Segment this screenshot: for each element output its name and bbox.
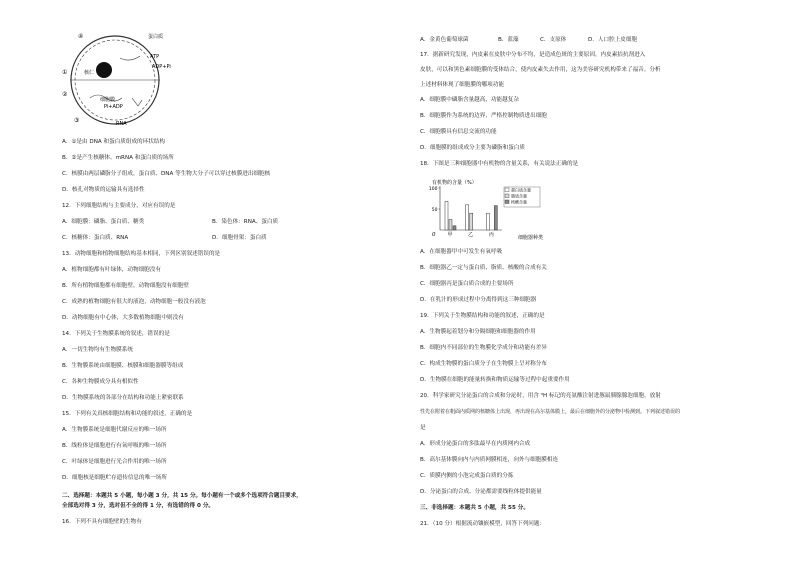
q14-option-a: A．一切生物均有生物膜系统 <box>62 347 133 353</box>
q14-option-b: B．生物膜系统由细胞膜、核膜和细胞器膜等组成 <box>62 363 184 369</box>
cell-nucleus-diagram <box>60 28 180 128</box>
chart-bar <box>449 220 452 231</box>
chart-legend-swatch <box>505 200 509 204</box>
q16-option-b: B．蓝藻 <box>498 37 519 43</box>
label-n4: ④ <box>78 33 84 40</box>
chart-bar <box>466 205 469 230</box>
q18-stem: 18．下图是三种细胞器中有机物的含量关系，有关说法正确的是 <box>420 161 579 167</box>
q20-option-d: D．分泌蛋白的合成、分泌都需要线粒体提供能量 <box>420 489 542 495</box>
q21-stem: 21．（10 分）根据流动镶嵌模型，回答下列问题： <box>420 521 546 527</box>
chart-origin-label: 0 <box>432 232 436 238</box>
chart-title: 有机物的含量（%） <box>432 180 477 186</box>
q16-option-c: C．支原体 <box>540 37 567 43</box>
chart-category-label: 乙 <box>468 232 474 238</box>
q20-option-c: C．质膜内侧的小泡完成蛋白质的分拣 <box>420 473 514 479</box>
chart-bar <box>453 226 456 230</box>
q15-option-d: D．细胞核是细胞贮存遗传信息的唯一场所 <box>62 475 167 481</box>
q20-stem-line1: 20．科学家研究分泌蛋白的合成和分泌时，用含 ³H 标记的亮氨酸注射进豚鼠胰腺腺泡细胞，放射 <box>420 393 661 399</box>
q11-option-a: A．①是由 DNA 和蛋白质组成的环状结构 <box>62 139 166 145</box>
q18-option-d: D．在乳汁的形成过程中分离得到这三种细胞器 <box>420 297 537 303</box>
chart-legend-label: 蛋白质含量 <box>511 187 531 193</box>
section3-heading: 三、非选择题：本题共 5 小题，共 55 分。 <box>420 505 529 511</box>
q11-option-d: D．核孔对物质的运输具有选择性 <box>62 187 145 193</box>
chart-bar <box>486 213 489 230</box>
q11-option-b: B．②是产生核糖体、mRNA 和蛋白质的场所 <box>62 155 174 161</box>
q12-option-c: C．核糖体：蛋白质、RNA <box>62 235 129 241</box>
chart-legend-swatch <box>505 188 509 192</box>
q17-stem-line3: 上述材料体现了细胞膜的哪项功能 <box>420 82 504 88</box>
q17-stem-line1: 17．据新研究发现，内皮素在皮肤中分布不均，是造成色斑的主要原因。内皮素拮抗剂进入 <box>420 52 646 58</box>
label-pi-adp: Pi+ADP <box>104 104 123 110</box>
chart-bar <box>445 201 448 230</box>
label-n1: ① <box>62 69 68 76</box>
q20-stem-line2: 性先在附着在粗面内质网的核糖体上出现，再出现在高尔基体膜上，最后在细胞外的分泌物中检测到。下列叙述错误的 <box>420 409 681 415</box>
label-atp: ATP <box>150 54 160 60</box>
q15-stem: 15．下列有关真核细胞结构和功能的叙述，正确的是 <box>62 411 193 417</box>
q17-option-c: C．细胞膜具有信息交流的功能 <box>420 129 497 135</box>
chart-y-tick-label: 50 <box>431 207 438 213</box>
label-nucleolus: 核仁 <box>84 70 95 76</box>
q16-stem: 16．下列不具有细胞壁的生物有 <box>62 519 142 525</box>
q13-option-b: B．所有植物细胞都有细胞壁，动物细胞没有细胞壁 <box>62 283 189 289</box>
chart-bar <box>494 206 497 230</box>
label-rna: RNA <box>116 121 127 127</box>
q12-option-d: D．细胞骨架：蛋白质 <box>212 235 267 241</box>
q19-option-b: B．细胞内不同部位的生物膜化学成分和功能有差异 <box>420 345 547 351</box>
label-membrane: 细胞膜 <box>100 97 116 103</box>
organelle-content-chart <box>430 178 560 240</box>
chart-category-label: 甲 <box>447 232 453 238</box>
q18-option-c: C．细胞器丙是蛋白质合成的主要场所 <box>420 281 514 287</box>
label-protein: 蛋白质 <box>148 34 164 40</box>
label-adp-pi: ADP+Pi <box>152 64 171 70</box>
section2-heading-line2: 全部选对得 3 分，选对但不全的得 1 分，有选错的得 0 分。 <box>62 503 215 509</box>
chart-xlabel: 细胞器种类 <box>518 235 544 241</box>
q20-option-a: A．形成分泌蛋白的多肽最早在内质网内合成 <box>420 441 531 447</box>
q15-option-a: A．生物膜系统是细胞代谢反应的唯一场所 <box>62 427 167 433</box>
label-n2: ② <box>62 91 68 98</box>
label-n3: ③ <box>74 117 80 124</box>
q12-option-b: B．染色体：RNA、蛋白质 <box>212 219 279 225</box>
q18-option-b: B．细胞器乙一定与蛋白质、脂质、核酸的合成有关 <box>420 265 547 271</box>
q17-option-d: D．细胞膜的组成成分主要为磷脂和蛋白质 <box>420 145 525 151</box>
q12-option-a: A．细胞膜：磷脂、蛋白质、糖类 <box>62 219 145 225</box>
q17-stem-line2: 皮肤，可以和黑色素细胞膜的受体结合，使内皮素失去作用，这为美容研究机构带来了福音。分析 <box>420 67 661 73</box>
q16-option-a: A．金黄色葡萄球菌 <box>420 37 469 43</box>
q20-stem-line3: 是 <box>420 425 426 431</box>
q13-option-c: C．成熟的植物细胞有很大的液泡，动物细胞一般没有液泡 <box>62 299 206 305</box>
q17-option-b: B．细胞膜作为系统的边界，严格控制物质进出细胞 <box>420 113 547 119</box>
q19-option-d: D．生物膜在细胞的能量转换和物质运输等过程中起重要作用 <box>420 377 570 383</box>
chart-bar <box>470 213 473 230</box>
q18-option-a: A．在细胞器甲中可发生有氧呼吸 <box>420 249 503 255</box>
chart-y-tick-label: 100 <box>428 186 438 192</box>
q15-option-b: B．线粒体是细胞进行有氧呼吸的唯一场所 <box>62 443 167 449</box>
q20-option-b: B．高尔基体膜向内与内质网膜相连，向外与细胞膜相连 <box>420 457 559 463</box>
q17-option-a: A．细胞膜中磷脂含量越高，功能越复杂 <box>420 97 519 103</box>
q13-option-d: D．动物细胞有中心体，大多数植物细胞中则没有 <box>62 315 184 321</box>
q13-stem: 13．动物细胞和植物细胞结构基本相同，下列区别叙述错误的是 <box>62 251 221 257</box>
q14-option-c: C．各种生物膜成分具有相似性 <box>62 379 139 385</box>
q16-option-d: D．人口腔上皮细胞 <box>588 37 638 43</box>
q15-option-c: C．叶绿体是细胞进行光合作用的唯一场所 <box>62 459 167 465</box>
q13-option-a: A．植物细胞都有叶绿体，动物细胞没有 <box>62 267 161 273</box>
chart-category-label: 丙 <box>488 232 494 238</box>
chart-legend-swatch <box>505 194 509 198</box>
q19-option-c: C．构成生物膜的蛋白质分子在生物膜上呈对称分布 <box>420 361 547 367</box>
chart-legend-label: 脂质含量 <box>511 193 527 199</box>
q19-option-a: A．生物膜起着划分和分隔细胞和细胞器的作用 <box>420 329 536 335</box>
q14-option-d: D．生物膜系统的各部分在结构和功能上紧密联系 <box>62 395 184 401</box>
q12-stem: 12．下列细胞结构与主要成分，对应有误的是 <box>62 203 176 209</box>
section2-heading-line1: 二、选择题：本题共 5 小题，每小题 3 分，共 15 分。每小题有一个或多个选项符合题目要求， <box>62 493 302 499</box>
chart-legend-label: 核酸含量 <box>511 199 527 205</box>
q14-stem: 14．下列关于生物膜系统的叙述，错误的是 <box>62 331 170 337</box>
q11-option-c: C．核膜由两层磷脂分子组成，蛋白质、DNA 等生物大分子可以穿过核膜进出细胞核 <box>62 171 271 177</box>
q19-stem: 19．下列关于生物膜结构和功能的叙述，正确的是 <box>420 313 545 319</box>
